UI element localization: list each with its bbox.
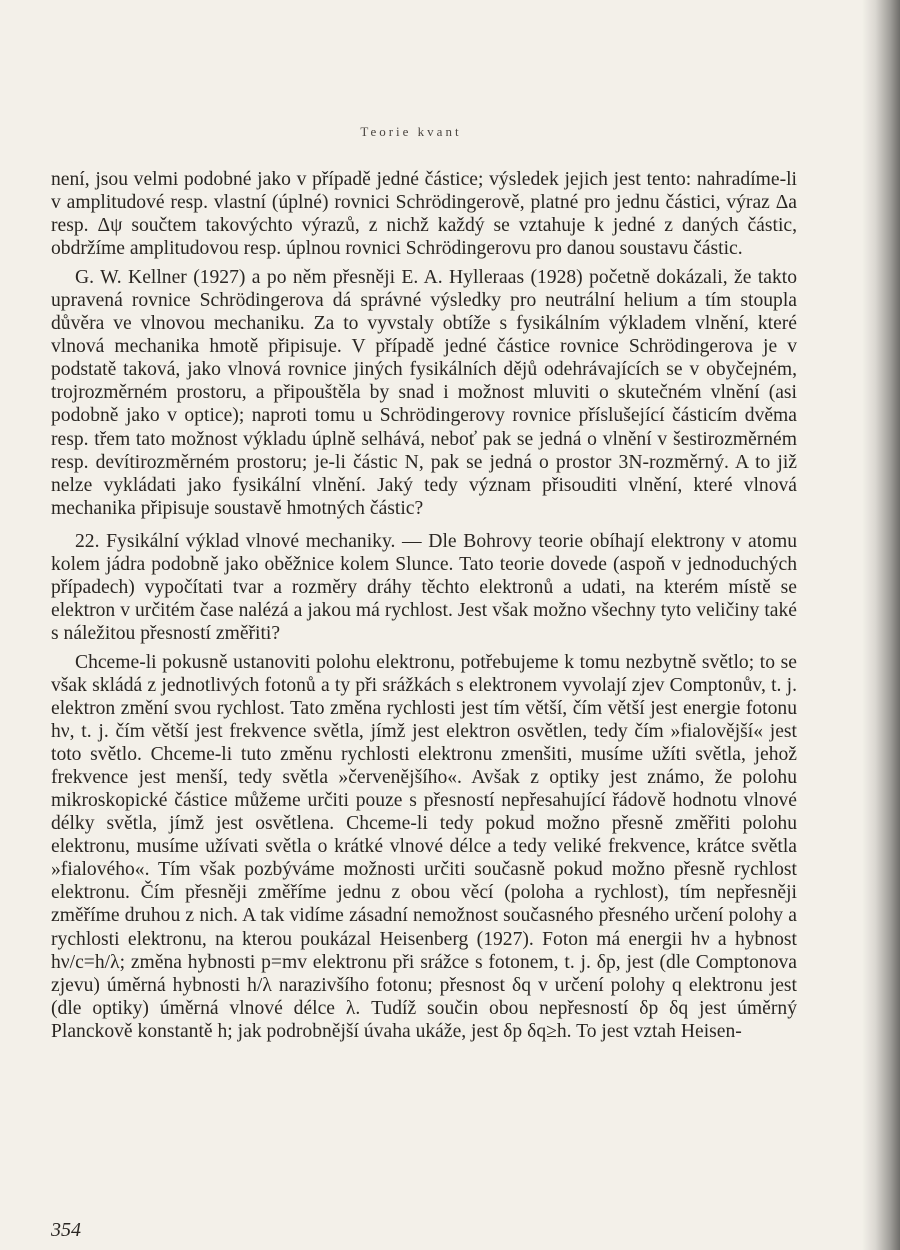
- paragraph-1: není, jsou velmi podobné jako v případě jedné částice; výsledek jejich jest tento: nahradíme-li v amplitudové resp. vlastní (úplné) rovnici Schrödingerově, platné pro jednu částici, výraz Δa resp. Δψ součtem takovýchto výrazů, z nichž každý se vztahuje k jedné z daných částic, obdržíme amplitudovou resp. úplnou rovnici Schrödingerovu pro danou soustavu částic.: [51, 169, 797, 260]
- paragraph-4: Chceme-li pokusně ustanoviti polohu elektronu, potřebujeme k tomu nezbytně světlo; to se však skládá z jednotlivých fotonů a ty při srážkách s elektronem vyvolají zjev Comptonův, t. j. elektron změní svou rychlost. Tato změna rychlosti jest tím větší, čím větší jest energie fotonu hν, t. j. čím větší jest frekvence světla, jímž jest elektron osvětlen, tedy čím »fialovější« jest toto světlo. Chceme-li tuto změnu rychlosti elektronu zmenšiti, musíme užíti světla, jehož frekvence jest menší, tedy světla »červenějšího«. Avšak z optiky jest známo, že polohu mikroskopické částice můžeme určiti pouze s přesností nepřesahující řádově hodnotu vlnové délky světla, jímž jest osvětlena. Chceme-li tedy pokud možno přesně změřiti polohu elektronu, musíme užívati světla o krátké vlnové délce a tedy veliké frekvence, krátce světla »fialového«. Tím však pozbýváme možnosti určiti současně pokud možno přesně rychlost elektronu. Čím přesněji změříme jednu z obou věcí (poloha a rychlost), tím nepřesněji změříme druhou z nich. A tak vidíme zásadní nemožnost současného přesného určení polohy a rychlosti elektronu, na kterou poukázal Heisenberg (1927). Foton má energii hν a hybnost hν/c=h/λ; změna hybnosti p=mv elektronu při srážce s fotonem, t. j. δp, jest (dle Comptonova zjevu) úměrná hybnosti h/λ narazivšího fotonu; přesnost δq v určení polohy q elektronu jest (dle optiky) úměrná vlnové délce λ. Tudíž součin obou nepřesností δp δq jest úměrný Planckově konstantě h; jak podrobnější úvaha ukáže, jest δp δq≥h. To jest vztah Heisen-: [51, 651, 797, 1042]
- page-gutter-shadow: [862, 0, 900, 1250]
- running-header: Teorie kvant: [360, 124, 462, 139]
- page-number: 354: [51, 1219, 81, 1241]
- section-22-paragraph: 22. Fysikální výklad vlnové mechaniky. — Dle Bohrovy teorie obíhají elektrony v atomu kolem jádra podobně jako oběžnice kolem Slunce. Tato teorie dovede (aspoň v jednoduchých případech) vypočítati tvar a rozměry dráhy těchto elektronů a udati, na kterém místě se elektron v určitém čase nalézá a jakou má rychlost. Jest však možno všechny tyto veličiny také s náležitou přesností změřiti?: [51, 530, 797, 644]
- body-text: [51, 168, 797, 1043]
- paragraph-2: G. W. Kellner (1927) a po něm přesněji E. A. Hylleraas (1928) početně dokázali, že takto upravená rovnice Schrödingerova dá správné výsledky pro neutrální helium a tím stoupla důvěra ve vlnovou mechaniku. Za to vyvstaly obtíže s fysikálním výkladem vlnění, které vlnová mechanika hmotě připisuje. V případě jedné částice rovnice Schrödingerova je v podstatě taková, jako vlnová rovnice jiných fysikálních dějů odehrávajících se v obyčejném, trojrozměrném prostoru, a připouštěla by snad i možnost mluviti o skutečném vlnění (asi podobně jako v optice); naproti tomu u Schrödingerovy rovnice příslušející částicím dvěma resp. třem tato možnost výkladu úplně selhává, neboť pak se jedná o vlnění v šestirozměrném resp. devítirozměrném prostoru; je-li částic N, pak se jedná o prostor 3N-rozměrný. A to již nelze vykládati jako fysikální vlnění. Jaký tedy význam přisouditi vlnění, které vlnová mechanika připisuje soustavě hmotných částic?: [51, 267, 797, 519]
